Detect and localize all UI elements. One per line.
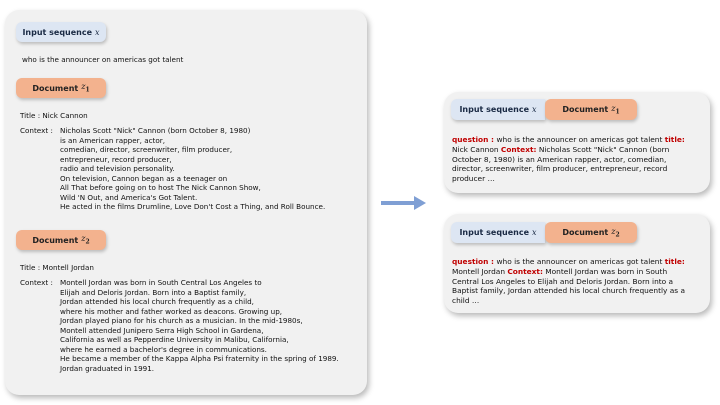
field-text: Baptist family, Jordan attended his local church frequently as a xyxy=(452,286,686,296)
rb-document-label: Document xyxy=(562,228,609,237)
doc1-context-line: entrepreneur, record producer, xyxy=(60,154,172,164)
rb-document-tag xyxy=(545,222,637,243)
doc1-context-line: On television, Cannon began as a teenager on xyxy=(60,173,228,183)
doc1-title-key: Title xyxy=(20,111,36,120)
field-text: who is the announcer on americas got talent xyxy=(496,257,665,266)
doc1-context-line: Nicholas Scott "Nick" Cannon (born October 8, 1980) xyxy=(60,126,251,135)
field-key-highlight: Context: xyxy=(500,144,537,154)
rt-document-tag xyxy=(545,99,637,120)
field-text: who is the announcer on americas got talent xyxy=(496,135,665,144)
rt-text-line xyxy=(452,135,685,145)
input-sequence-tag xyxy=(16,22,106,42)
doc1-context-line: is an American rapper, actor, xyxy=(60,135,166,145)
field-text: October 8, 1980) is an American rapper, actor, comedian, xyxy=(452,154,667,164)
query-text: who is the announcer on americas got talent xyxy=(22,55,184,64)
field-key-highlight: Context: xyxy=(507,266,543,276)
rb-text-line xyxy=(452,277,685,287)
field-text: Nick Cannon xyxy=(452,144,501,154)
field-key-highlight: question : xyxy=(452,257,497,266)
doc1-context-line: Wild 'N Out, and America's Got Talent. xyxy=(60,192,198,202)
doc2-context-text xyxy=(60,278,339,373)
doc2-context-line: California as well as Pepperdine University in Malibu, California, xyxy=(60,335,289,344)
input-math-x: x xyxy=(95,27,100,37)
doc2-context-line: Jordan graduated in 1991. xyxy=(60,363,155,373)
doc2-context-line: Montell attended Junipero Serra High School in Gardena, xyxy=(60,325,264,335)
rt-input-math: x xyxy=(532,105,537,114)
rb-document-math: $z_2$ xyxy=(611,226,620,239)
document-1-tag xyxy=(16,78,106,98)
rt-text-line xyxy=(452,145,685,155)
document-1-math: $z_1$ xyxy=(81,82,90,94)
rb-text-line xyxy=(452,257,685,267)
doc2-title-row: Title : Montell Jordan xyxy=(20,263,94,272)
doc2-context-line: Elijah and Deloris Jordan. Born into a Baptist family, xyxy=(60,287,247,297)
field-key-highlight: question : xyxy=(452,135,497,144)
rt-input-sequence-tag xyxy=(451,99,545,120)
input-sequence-label: Input sequence xyxy=(22,27,93,37)
doc2-context-key-row: Context : xyxy=(20,278,53,287)
field-text: Montell Jordan was born in South xyxy=(542,266,668,276)
doc1-context-key-row: Context : xyxy=(20,126,53,135)
field-key-highlight: title: xyxy=(664,257,685,266)
doc2-title-value: Montell Jordan xyxy=(42,263,94,272)
doc1-context-text xyxy=(60,126,325,212)
document-2-math: $z_2$ xyxy=(81,234,90,246)
rt-document-math: $z_1$ xyxy=(611,103,620,116)
rt-text-line xyxy=(452,174,685,184)
rb-input-label: Input sequence xyxy=(459,228,530,237)
doc2-context-line: Jordan played piano for his church as a musician. In the mid-1980s, xyxy=(60,316,303,325)
rt-input-label: Input sequence xyxy=(459,105,530,114)
rb-text-line xyxy=(452,267,685,277)
rb-concat-text xyxy=(452,257,685,306)
field-text: child … xyxy=(452,296,480,306)
rb-text-line xyxy=(452,296,685,306)
doc1-title-row: Title : Nick Cannon xyxy=(20,111,88,120)
doc2-context-line: where his mother and father worked as deacons. Growing up, xyxy=(60,306,283,316)
doc1-context-line: comedian, director, screenwriter, film producer, xyxy=(60,145,233,154)
rt-document-label: Document xyxy=(562,105,609,114)
doc2-context-line: He became a member of the Kappa Alpha Psi fraternity in the spring of 1989. xyxy=(60,354,339,363)
document-2-label: Document xyxy=(32,235,79,245)
rb-text-line xyxy=(452,286,685,296)
doc2-context-key: Context xyxy=(20,278,49,287)
field-text: producer … xyxy=(452,174,495,184)
doc1-context-key: Context xyxy=(20,126,49,135)
doc2-context-line: where he earned a bachelor's degree in communications. xyxy=(60,344,267,354)
document-1-label: Document xyxy=(32,83,79,93)
rt-text-line xyxy=(452,164,685,174)
doc2-context-line: Jordan attended his local church frequently as a child, xyxy=(60,297,254,306)
field-key-highlight: title: xyxy=(664,135,685,144)
doc1-title-value: Nick Cannon xyxy=(42,111,88,120)
rt-concat-text xyxy=(452,135,685,184)
doc1-context-line: radio and television personality. xyxy=(60,164,175,173)
field-text: Central Los Angeles to Elijah and Deloris Jordan. Born into a xyxy=(452,276,674,286)
rt-text-line xyxy=(452,155,685,165)
arrow-right-icon xyxy=(381,196,427,210)
doc1-context-line: All That before going on to host The Nick Cannon Show, xyxy=(60,183,261,192)
doc2-title-key: Title xyxy=(20,263,36,272)
field-text: Nicholas Scott "Nick" Cannon (born xyxy=(536,144,670,154)
doc2-context-line: Montell Jordan was born in South Central Los Angeles to xyxy=(60,278,262,287)
rb-input-sequence-tag xyxy=(451,222,545,243)
field-text: director, screenwriter, film producer, entrepreneur, record xyxy=(452,164,668,174)
field-text: Montell Jordan xyxy=(452,266,508,276)
rb-input-math: x xyxy=(532,228,537,237)
document-2-tag xyxy=(16,230,106,250)
doc1-context-line: He acted in the films Drumline, Love Don't Cost a Thing, and Roll Bounce. xyxy=(60,202,326,211)
